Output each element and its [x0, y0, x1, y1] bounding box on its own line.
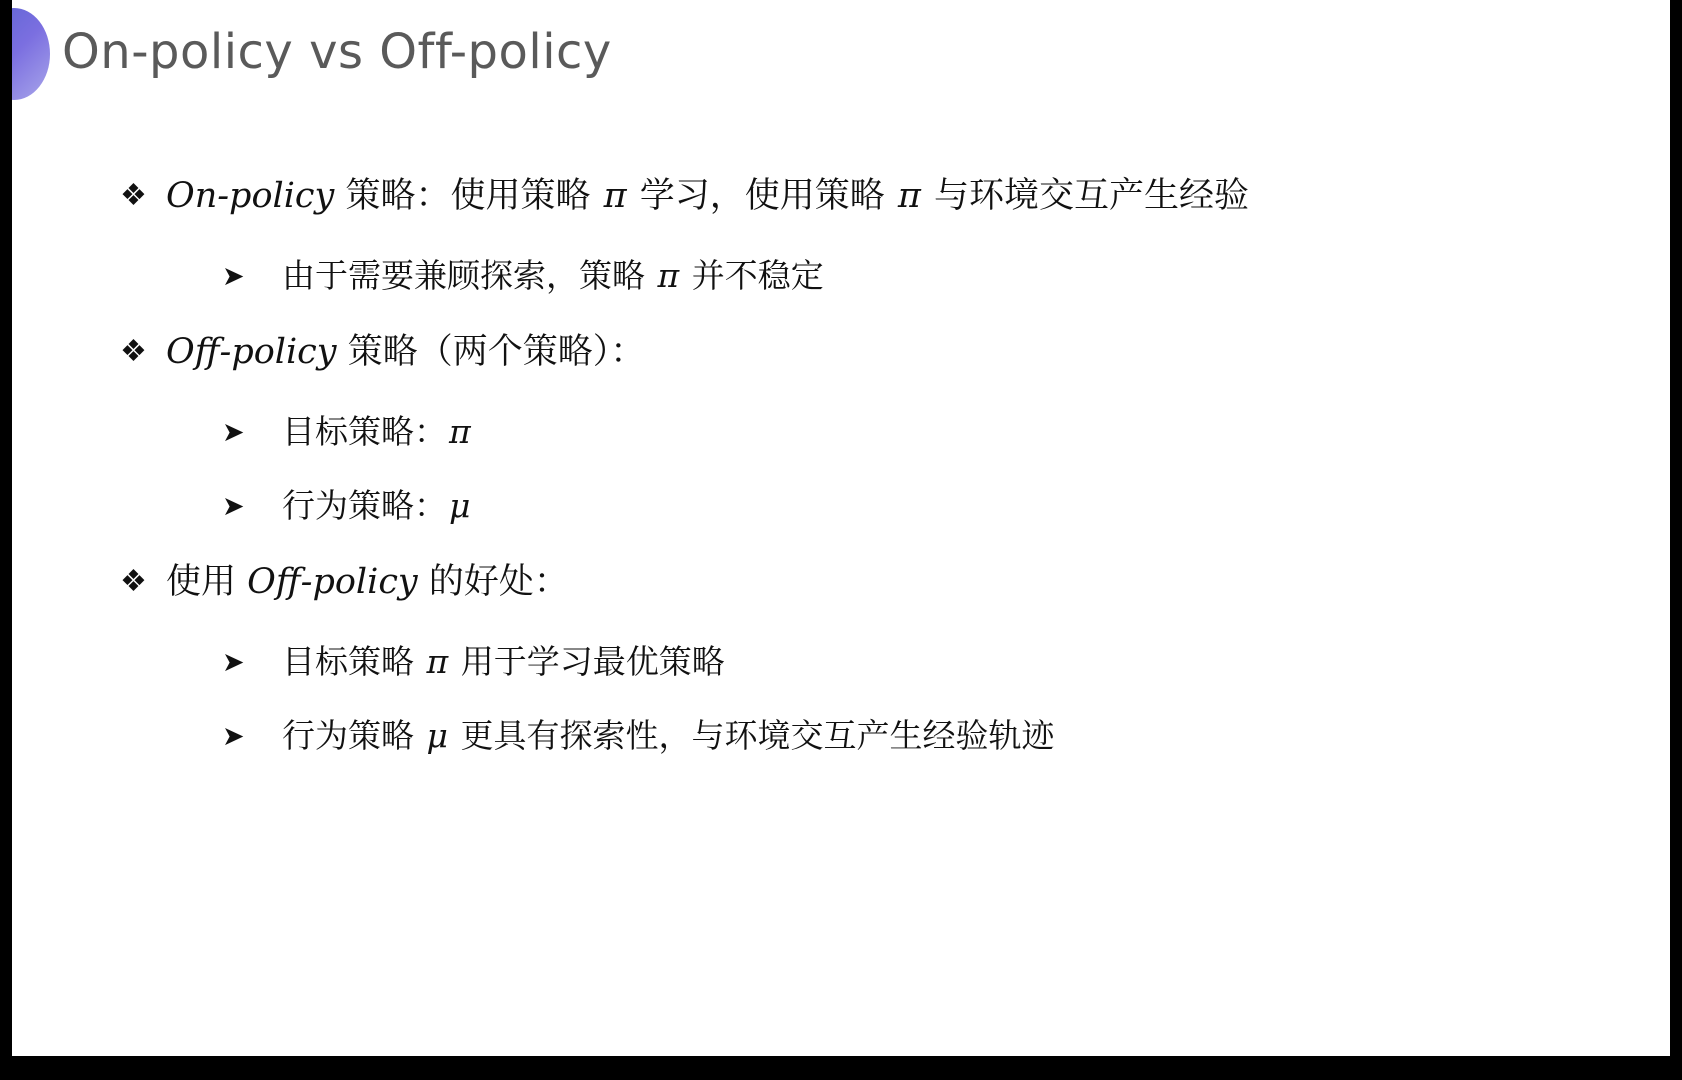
bullet-text	[282, 638, 725, 686]
bullet-text-run: 行为策略：	[282, 486, 447, 525]
bullet-list	[12, 170, 1670, 786]
bullet-text	[166, 556, 569, 608]
bullet-text-run: π	[426, 642, 449, 681]
bullet-text-run: On-policy	[166, 176, 335, 216]
bullet-text	[166, 170, 1249, 222]
page-title: On-policy vs Off-policy	[62, 24, 612, 80]
bullet-text-run: π	[897, 176, 921, 216]
bullet-text	[282, 252, 824, 300]
bullet-text-run: 的好处：	[417, 562, 569, 602]
bullet-text	[282, 408, 473, 456]
diamond-bullet-icon: ❖	[120, 179, 147, 212]
bullet-item-level2	[12, 482, 1670, 530]
arrow-bullet-icon: ➤	[222, 491, 245, 521]
bullet-text-run: μ	[426, 716, 448, 755]
bullet-item-level1	[12, 326, 1670, 378]
title-accent-circle	[12, 8, 50, 100]
bullet-text-run: π	[603, 176, 627, 216]
slide-canvas	[12, 0, 1670, 1056]
bullet-item-level2	[12, 712, 1670, 760]
bullet-item-level2	[12, 408, 1670, 456]
bullet-text-run: Off-policy	[166, 332, 337, 372]
bullet-text-run: 用于学习最优策略	[450, 642, 725, 681]
bullet-text-run: Off-policy	[247, 562, 418, 602]
bullet-text-run: 目标策略：	[282, 412, 447, 451]
bullet-text	[282, 712, 1054, 760]
bullet-text-run: 策略（两个策略）：	[336, 332, 646, 372]
bullet-text-run: μ	[449, 486, 471, 525]
bullet-text	[282, 482, 472, 530]
bullet-text-run: 学习，使用策略	[628, 176, 896, 216]
bullet-text-run: 与环境交互产生经验	[922, 176, 1250, 216]
bullet-item-level2	[12, 252, 1670, 300]
bullet-text-run: 使用	[166, 562, 248, 602]
bullet-item-level2	[12, 638, 1670, 686]
diamond-bullet-icon: ❖	[120, 565, 147, 598]
arrow-bullet-icon: ➤	[222, 647, 245, 677]
bullet-text	[166, 326, 645, 378]
arrow-bullet-icon: ➤	[222, 721, 245, 751]
bullet-text-run: 目标策略	[282, 642, 425, 681]
bullet-text-run: 更具有探索性，与环境交互产生经验轨迹	[449, 716, 1055, 755]
bullet-text-run: 并不稳定	[681, 256, 824, 295]
bullet-text-run: 由于需要兼顾探索，策略	[282, 256, 656, 295]
bullet-text-run: 行为策略	[282, 716, 425, 755]
bullet-text-run: 策略：使用策略	[334, 176, 602, 216]
diamond-bullet-icon: ❖	[120, 335, 147, 368]
bullet-item-level1	[12, 170, 1670, 222]
bullet-text-run: π	[449, 412, 471, 451]
arrow-bullet-icon: ➤	[222, 261, 245, 291]
arrow-bullet-icon: ➤	[222, 417, 245, 447]
bullet-text-run: π	[657, 256, 680, 295]
bullet-item-level1	[12, 556, 1670, 608]
